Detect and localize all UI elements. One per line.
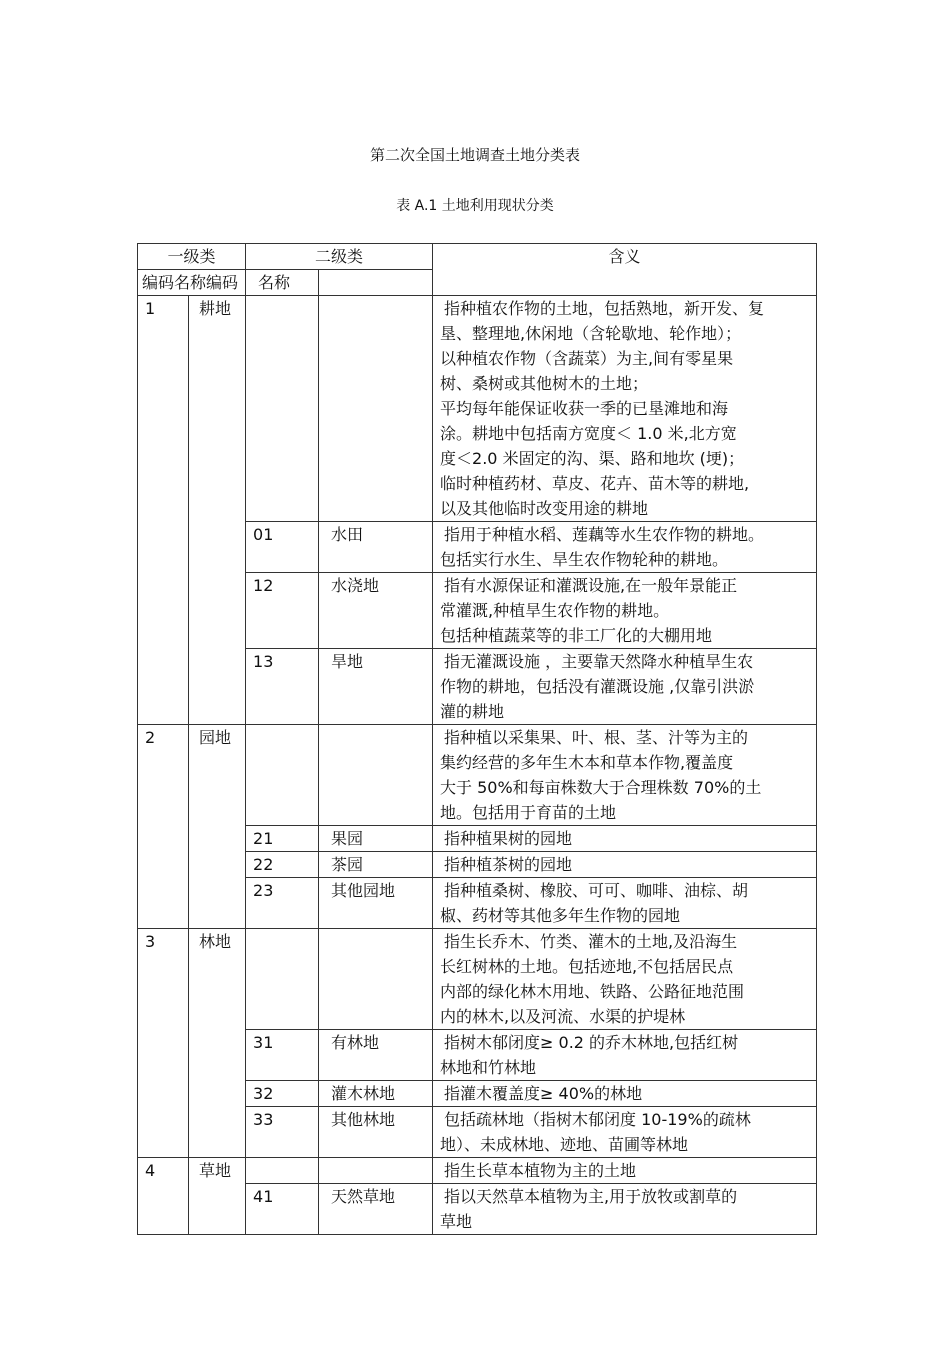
meaning-line: 长红树林的土地。包括迹地,不包括居民点	[440, 957, 734, 976]
meaning-line: 指种植桑树、橡胶、可可、咖啡、油棕、胡	[444, 881, 749, 900]
level2-code-empty	[246, 725, 319, 826]
level2-code-empty	[246, 296, 319, 522]
meaning-line: 包括实行水生、旱生农作物轮种的耕地。	[440, 550, 729, 569]
meaning-cell	[433, 649, 817, 725]
document-title: 第二次全国土地调查土地分类表	[369, 146, 580, 164]
meaning-line: 常灌溉,种植旱生农作物的耕地。	[440, 601, 670, 620]
meaning-cell	[433, 826, 817, 852]
meaning-line: 内的林木,以及河流、水渠的护堤林	[440, 1007, 686, 1026]
meaning-line: 林地和竹林地	[440, 1058, 537, 1077]
level2-code-empty	[246, 1158, 319, 1184]
meaning-line: 草地	[440, 1212, 473, 1231]
meaning-line: 指种植以采集果、叶、根、茎、汁等为主的	[444, 728, 749, 747]
meaning-line: 内部的绿化林木用地、铁路、公路征地范围	[440, 982, 745, 1001]
level2-code: 23	[246, 878, 319, 929]
meaning-line: 指种植茶树的园地	[444, 855, 573, 874]
meaning-line: 指有水源保证和灌溉设施,在一般年景能正	[444, 576, 738, 595]
meaning-line: 指种植果树的园地	[444, 829, 573, 848]
meaning-line: 垦、整理地,休闲地（含轮歇地、轮作地）；	[440, 324, 742, 343]
level2-name-empty	[319, 296, 433, 522]
level2-name-empty	[319, 929, 433, 1030]
meaning-line: 作物的耕地，包括没有灌溉设施 ,仅靠引洪淤	[440, 677, 755, 696]
level2-name: 灌木林地	[319, 1081, 433, 1107]
level1-code: 3	[138, 929, 189, 1158]
level2-code: 21	[246, 826, 319, 852]
level2-code: 32	[246, 1081, 319, 1107]
meaning-line: 指灌木覆盖度≥ 40%的林地	[444, 1084, 643, 1103]
level2-code-empty	[246, 929, 319, 1030]
level2-code: 22	[246, 852, 319, 878]
header-level2: 二级类	[246, 244, 433, 270]
level2-code: 33	[246, 1107, 319, 1158]
meaning-cell	[433, 1107, 817, 1158]
meaning-line: 包括疏林地（指树木郁闭度 10-19%的疏林	[444, 1110, 751, 1129]
header-meaning: 含义	[433, 244, 817, 296]
meaning-line: 地）、未成林地、迹地、苗圃等林地	[440, 1135, 689, 1154]
meaning-line: 以及其他临时改变用途的耕地	[440, 499, 649, 518]
table-row	[138, 725, 817, 826]
meaning-line: 集约经营的多年生木本和草本作物,覆盖度	[440, 753, 734, 772]
meaning-line: 地。包括用于育苗的土地	[440, 803, 617, 822]
table-row	[138, 929, 817, 1030]
level1-name: 园地	[189, 725, 246, 929]
meaning-line: 度＜2.0 米固定的沟、渠、路和地坎 (埂)；	[440, 449, 745, 468]
meaning-line: 指种植农作物的土地，包括熟地，新开发、复	[444, 299, 765, 318]
level2-name: 旱地	[319, 649, 433, 725]
level2-name: 果园	[319, 826, 433, 852]
meaning-cell	[433, 1184, 817, 1235]
meaning-line: 指用于种植水稻、莲藕等水生农作物的耕地。	[444, 525, 765, 544]
meaning-line: 涂。耕地中包括南方宽度＜ 1.0 米,北方宽	[440, 424, 737, 443]
meaning-line: 平均每年能保证收获一季的已垦滩地和海	[440, 399, 729, 418]
level2-code: 12	[246, 573, 319, 649]
meaning-cell	[433, 852, 817, 878]
meaning-line: 指生长草本植物为主的土地	[444, 1161, 637, 1180]
meaning-line: 大于 50%和每亩株数大于合理株数 70%的土	[440, 778, 762, 797]
meaning-cell	[433, 929, 817, 1030]
level2-name: 有林地	[319, 1030, 433, 1081]
level2-name-empty	[319, 725, 433, 826]
meaning-cell	[433, 573, 817, 649]
level1-name: 耕地	[189, 296, 246, 725]
meaning-line: 临时种植药材、草皮、花卉、苗木等的耕地,	[440, 474, 750, 493]
meaning-line: 椒、药材等其他多年生作物的园地	[440, 906, 681, 925]
meaning-line: 树、桑树或其他树木的土地；	[440, 374, 649, 393]
meaning-cell	[433, 296, 817, 522]
level1-name: 草地	[189, 1158, 246, 1235]
level2-code: 01	[246, 522, 319, 573]
level2-code: 31	[246, 1030, 319, 1081]
meaning-cell	[433, 1030, 817, 1081]
meaning-line: 指树木郁闭度≥ 0.2 的乔木林地,包括红树	[444, 1033, 739, 1052]
level1-code: 2	[138, 725, 189, 929]
header-empty	[319, 270, 433, 296]
header-level1: 一级类	[138, 244, 246, 270]
level2-name: 天然草地	[319, 1184, 433, 1235]
meaning-line: 指无灌溉设施 ，主要靠天然降水种植旱生农	[444, 652, 754, 671]
level2-code: 41	[246, 1184, 319, 1235]
table-caption: 表 A.1 土地利用现状分类	[396, 198, 554, 214]
level2-name: 其他园地	[319, 878, 433, 929]
level2-code: 13	[246, 649, 319, 725]
level1-code: 1	[138, 296, 189, 725]
level2-name: 茶园	[319, 852, 433, 878]
header-name: 名称	[246, 270, 319, 296]
level2-name: 水田	[319, 522, 433, 573]
table-row	[138, 296, 817, 522]
meaning-line: 指以天然草本植物为主,用于放牧或割草的	[444, 1187, 738, 1206]
meaning-line: 灌的耕地	[440, 702, 505, 721]
land-classification-table	[137, 243, 817, 1235]
meaning-cell	[433, 725, 817, 826]
level1-code: 4	[138, 1158, 189, 1235]
level2-name-empty	[319, 1158, 433, 1184]
meaning-line: 以种植农作物（含蔬菜）为主,间有零星果	[440, 349, 734, 368]
meaning-line: 指生长乔木、竹类、灌木的土地,及沿海生	[444, 932, 738, 951]
meaning-line: 包括种植蔬菜等的非工厂化的大棚用地	[440, 626, 713, 645]
meaning-cell	[433, 878, 817, 929]
header-row	[138, 244, 817, 270]
meaning-cell	[433, 1081, 817, 1107]
table-row	[138, 1158, 817, 1184]
meaning-cell	[433, 522, 817, 573]
level1-name: 林地	[189, 929, 246, 1158]
level2-name: 其他林地	[319, 1107, 433, 1158]
meaning-cell	[433, 1158, 817, 1184]
header-code-name-code: 编码名称编码	[138, 270, 246, 296]
level2-name: 水浇地	[319, 573, 433, 649]
